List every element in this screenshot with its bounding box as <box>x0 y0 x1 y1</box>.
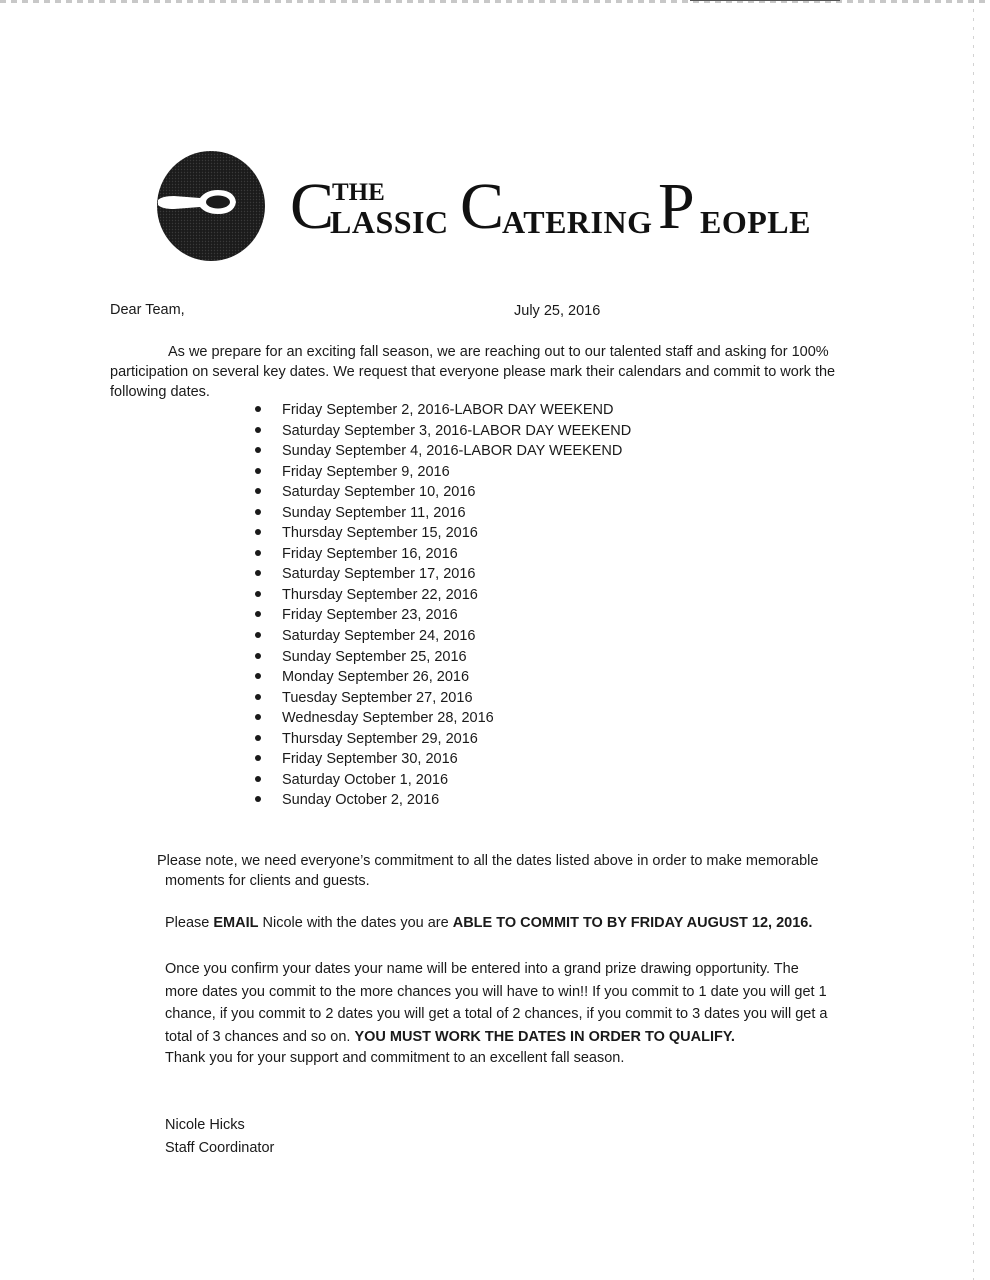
date-text: Monday September 26, 2016 <box>282 669 470 686</box>
list-item <box>255 729 631 750</box>
letter-date: July 25, 2016 <box>514 303 601 319</box>
bullet-icon <box>255 529 261 535</box>
bullet-icon <box>255 468 261 474</box>
date-text: Friday September 30, 2016 <box>282 751 458 768</box>
date-text: Saturday September 10, 2016 <box>282 484 476 501</box>
date-text: Sunday September 4, 2016-LABOR DAY WEEKEND <box>282 443 623 460</box>
the-word: THE <box>332 179 385 206</box>
note-line: moments for clients and guests. <box>165 873 370 889</box>
list-item <box>255 482 631 503</box>
date-text: Sunday October 2, 2016 <box>282 792 440 809</box>
drawing-line <box>165 1026 828 1049</box>
email-deadline: ABLE TO COMMIT TO BY FRIDAY AUGUST 12, 2016. <box>452 915 813 931</box>
qualify-warning: YOU MUST WORK THE DATES IN ORDER TO QUALIFY. <box>354 1028 735 1045</box>
catering-initial: C <box>460 170 505 243</box>
list-item <box>255 749 631 770</box>
people-initial: P <box>658 170 695 243</box>
date-text: Sunday September 25, 2016 <box>282 648 467 665</box>
email-text: Nicole with the dates you are <box>258 915 453 931</box>
date-text: Thursday September 22, 2016 <box>282 586 478 603</box>
date-text: Thursday September 29, 2016 <box>282 730 478 747</box>
bullet-icon <box>255 653 261 659</box>
catering-rest: ATERING <box>502 204 653 240</box>
date-text: Sunday September 11, 2016 <box>282 504 466 521</box>
thanks-line: Thank you for your support and commitment to an excellent fall season. <box>165 1050 625 1066</box>
email-text: Please <box>165 915 214 931</box>
date-text: Saturday September 3, 2016-LABOR DAY WEEKEND <box>282 422 632 439</box>
signature-name: Nicole Hicks <box>165 1117 245 1133</box>
intro-line: following dates. <box>110 384 210 400</box>
bullet-icon <box>255 611 261 617</box>
plate-spoon-icon <box>156 150 266 262</box>
email-emphasis: EMAIL <box>213 915 259 931</box>
salutation: Dear Team, <box>110 302 185 318</box>
email-instruction <box>165 913 812 933</box>
list-item <box>255 564 631 585</box>
date-text: Wednesday September 28, 2016 <box>282 710 494 727</box>
bullet-icon <box>255 735 261 741</box>
bullet-icon <box>255 694 261 700</box>
bullet-icon <box>255 488 261 494</box>
signature-title: Staff Coordinator <box>165 1140 275 1156</box>
drawing-paragraph <box>165 958 828 1048</box>
intro-paragraph <box>110 342 835 402</box>
bullet-icon <box>255 714 261 720</box>
list-item <box>255 667 631 688</box>
list-item <box>255 544 631 565</box>
bullet-icon <box>255 509 261 515</box>
bullet-icon <box>255 427 261 433</box>
drawing-line: more dates you commit to the more chances you will have to win!! If you commit to 1 date you will get 1 <box>165 983 827 1000</box>
scan-edge-right <box>973 0 974 1280</box>
list-item <box>255 503 631 524</box>
classic-rest: LASSIC <box>330 204 449 240</box>
date-text: Tuesday September 27, 2016 <box>282 689 473 706</box>
people-rest: EOPLE <box>700 204 811 240</box>
date-text: Friday September 23, 2016 <box>282 607 458 624</box>
list-item <box>255 647 631 668</box>
bullet-icon <box>255 755 261 761</box>
list-item <box>255 688 631 709</box>
scan-edge-line <box>690 0 840 1</box>
list-item <box>255 790 631 811</box>
bullet-icon <box>255 550 261 556</box>
bullet-icon <box>255 406 261 412</box>
scan-edge-top <box>0 0 990 3</box>
intro-line: participation on several key dates. We request that everyone please mark their calendars and commit to work the <box>110 364 836 380</box>
list-item <box>255 421 631 442</box>
list-item <box>255 770 631 791</box>
list-item <box>255 626 631 647</box>
date-text: Saturday September 24, 2016 <box>282 628 476 645</box>
company-name <box>290 172 830 242</box>
bullet-icon <box>255 447 261 453</box>
list-item <box>255 708 631 729</box>
classic-initial: C <box>290 170 335 243</box>
list-item <box>255 605 631 626</box>
bullet-icon <box>255 591 261 597</box>
bullet-icon <box>255 776 261 782</box>
list-item <box>255 523 631 544</box>
list-item <box>255 585 631 606</box>
list-item <box>255 441 631 462</box>
date-text: Friday September 16, 2016 <box>282 545 458 562</box>
bullet-icon <box>255 796 261 802</box>
date-text: Saturday October 1, 2016 <box>282 771 449 788</box>
bullet-icon <box>255 673 261 679</box>
date-text: Friday September 2, 2016-LABOR DAY WEEKEND <box>282 402 614 418</box>
list-item <box>255 400 631 421</box>
drawing-line: chance, if you commit to 2 dates you will get a total of 2 chances, if you commit to 3 dates you will get a <box>165 1006 828 1022</box>
drawing-line: Once you confirm your dates your name will be entered into a grand prize drawing opportunity. The <box>165 961 799 977</box>
drawing-text: total of 3 chances and so on. <box>165 1028 355 1045</box>
date-text: Saturday September 17, 2016 <box>282 566 476 583</box>
list-item <box>255 462 631 483</box>
note-paragraph <box>157 851 818 891</box>
commitment-dates-list <box>255 400 631 811</box>
note-line: Please note, we need everyone’s commitment to all the dates listed above in order to make memorable <box>157 853 819 869</box>
bullet-icon <box>255 632 261 638</box>
bullet-icon <box>255 570 261 576</box>
intro-line: As we prepare for an exciting fall season, we are reaching out to our talented staff and asking for 100% <box>168 344 829 360</box>
date-text: Friday September 9, 2016 <box>282 463 450 480</box>
date-text: Thursday September 15, 2016 <box>282 525 478 542</box>
